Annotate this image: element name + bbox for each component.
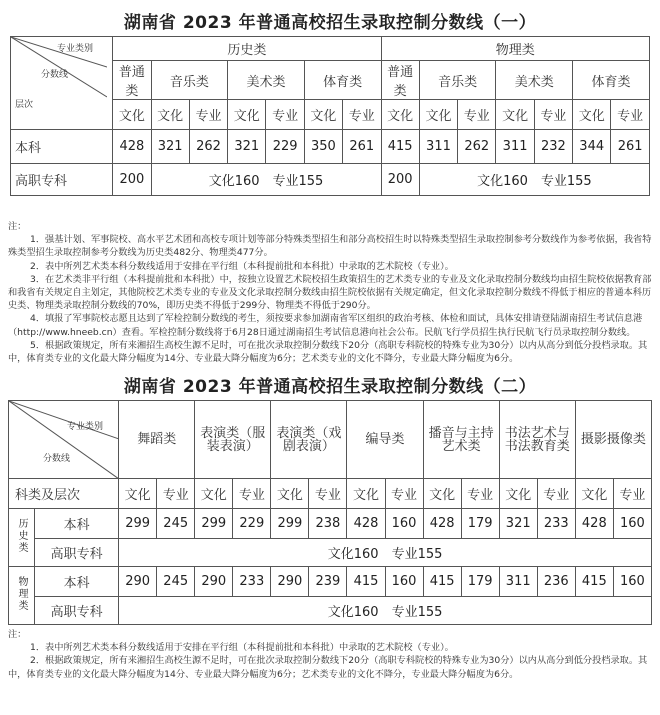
table2-corner-mid: 分数线 (43, 454, 71, 464)
table2-category: 编导类 (347, 401, 423, 479)
table1-subject: 普通类 (381, 61, 419, 100)
note-item: 5．根据政策规定，所有来湘招生高校生源不足时，可在批次录取控制分数线下20分（高职专科院校的特殊专业为30分）以内从高分到低分投档录取。其中，体育类专业的文化最大降分幅度为14分、专业最大降分幅度为6分；艺术类专业的文化不降分，专业最大降分幅度为6分。 (8, 339, 648, 365)
table2-category: 表演类（服装表演） (195, 401, 271, 479)
section-label-history (9, 509, 35, 567)
merged-score-cell: 文化160 专业155 (151, 164, 381, 196)
section-name: 历史类 (16, 517, 28, 554)
score-cell: 290 (119, 567, 157, 597)
score-cell: 290 (195, 567, 233, 597)
table2-category: 书法艺术与书法教育类 (499, 401, 575, 479)
table2-category: 摄影摄像类 (575, 401, 651, 479)
table2-zhuanye: 专业 (613, 479, 651, 509)
score-cell: 415 (381, 130, 419, 164)
score-cell: 428 (113, 130, 151, 164)
table2-corner-cell (9, 401, 119, 479)
table1-wenhua: 文化 (573, 100, 611, 130)
table1-wenhua: 文化 (113, 100, 151, 130)
table2-wenhua: 文化 (195, 479, 233, 509)
note-item: 2．表中所列艺术类本科分数线适用于安排在平行组（本科提前批和本科批）中录取的艺术院校（专业）。 (30, 260, 454, 272)
table2-zhuanye: 专业 (385, 479, 423, 509)
score-cell: 261 (611, 130, 650, 164)
section-label-physics (9, 567, 35, 625)
score-cell: 299 (119, 509, 157, 539)
note-item: 3．在艺术类非平行组（本科提前批和本科批）中，按独立设置艺术院校招生政策招生的艺术类专业的专业及文化录取控制分数线均由招生院校依据教育部和我省有关规定自主划定，其他院校艺术类专业的专业及文化录取控制分数线由招生院校依据有关规定确定，但文化录取控制分数线不得低于相应的普通本科历史类、物理类录取控制分数线的70%，即历史类不得低于299分、物理类不得低于290分。 (8, 273, 652, 312)
score-cell: 245 (157, 509, 195, 539)
table1-corner-mid: 分数线 (41, 70, 69, 80)
note-item: 4．填报了军事院校志愿且达到了军检控制分数线的考生，须按要求参加湖南省军区组织的政治考核、体检和面试，具体安排请登陆湖南招生考试信息港（http://www.hneeb.cn）查看。军检控制分数线将于6月28日通过湖南招生考试信息港向社会公布。民航飞行学员招生执行民航飞行员录取控制分数线。 (8, 313, 643, 338)
score-cell: 229 (233, 509, 271, 539)
score-cell: 415 (575, 567, 613, 597)
table1-zhuanye: 专业 (534, 100, 572, 130)
score-cell: 233 (233, 567, 271, 597)
table1-wenhua: 文化 (381, 100, 419, 130)
table2-zhuanye: 专业 (157, 479, 195, 509)
note-item: 1．表中所列艺术类本科分数线适用于安排在平行组（本科提前批和本科批）中录取的艺术院校（专业）。 (30, 642, 454, 654)
score-cell: 179 (461, 567, 499, 597)
score-cell: 200 (113, 164, 151, 196)
score-cell: 299 (195, 509, 233, 539)
table2-row-history-benke (9, 509, 652, 539)
row-label: 高职专科 (35, 597, 119, 625)
score-cell: 350 (304, 130, 342, 164)
table1-title: 湖南省 2023 年普通高校招生录取控制分数线（一） (123, 13, 537, 33)
merged-score-cell: 文化160 专业155 (119, 539, 652, 567)
section-name: 物理类 (16, 575, 28, 612)
table1-group-history: 历史类 (113, 37, 381, 61)
table1-subject: 音乐类 (151, 61, 228, 100)
table1-corner-cell (11, 37, 113, 130)
score-cell: 160 (385, 567, 423, 597)
table2-row-physics-zhuanke (9, 597, 652, 625)
table2-wenhua: 文化 (499, 479, 537, 509)
table1-subject: 普通类 (113, 61, 151, 100)
table2-zhuanye: 专业 (233, 479, 271, 509)
row-label: 本科 (35, 509, 119, 539)
score-cell: 311 (419, 130, 457, 164)
table2-row-physics-benke (9, 567, 652, 597)
table2-wenhua: 文化 (575, 479, 613, 509)
notes-heading: 注： (8, 629, 27, 640)
score-cell: 415 (423, 567, 461, 597)
table2-category: 表演类（戏剧表演） (271, 401, 347, 479)
score-cell: 415 (347, 567, 385, 597)
score-cell: 232 (534, 130, 572, 164)
table1-wenhua: 文化 (151, 100, 189, 130)
notes-1 (8, 220, 652, 365)
table1-subject: 体育类 (304, 61, 381, 100)
table1-subject: 音乐类 (419, 61, 496, 100)
score-cell: 262 (189, 130, 227, 164)
table1-zhuanye: 专业 (611, 100, 650, 130)
score-cell: 321 (499, 509, 537, 539)
table1-wenhua: 文化 (228, 100, 266, 130)
table2-wenhua: 文化 (423, 479, 461, 509)
score-cell: 321 (228, 130, 266, 164)
score-cell: 311 (499, 567, 537, 597)
score-cell: 233 (537, 509, 575, 539)
table1-corner-bottom: 层次 (15, 100, 34, 110)
score-cell: 311 (496, 130, 534, 164)
score-cell: 160 (385, 509, 423, 539)
merged-score-cell: 文化160 专业155 (419, 164, 649, 196)
table1-wenhua: 文化 (419, 100, 457, 130)
table1-zhuanye: 专业 (189, 100, 227, 130)
table2-zhuanye: 专业 (537, 479, 575, 509)
table1-zhuanye: 专业 (343, 100, 381, 130)
note-item: 2．根据政策规定，所有来湘招生高校生源不足时，可在批次录取控制分数线下20分（高职专科院校的特殊专业为30分）以内从高分到低分投档录取。其中，体育类专业的文化最大降分幅度为14分、专业最大降分幅度为6分；艺术类专业的文化不降分，专业最大降分幅度为6分。 (8, 655, 648, 680)
score-cell: 261 (343, 130, 381, 164)
score-cell: 236 (537, 567, 575, 597)
score-cell: 290 (271, 567, 309, 597)
score-table-2 (8, 400, 652, 625)
table2-corner-bottom: 科类及层次 (9, 479, 119, 509)
row-label: 本科 (35, 567, 119, 597)
table2-row-history-zhuanke (9, 539, 652, 567)
table2-wenhua: 文化 (119, 479, 157, 509)
score-cell: 299 (271, 509, 309, 539)
score-cell: 160 (613, 509, 651, 539)
table1-subject: 体育类 (573, 61, 650, 100)
table1-subject: 美术类 (228, 61, 305, 100)
table1-group-physics: 物理类 (381, 37, 650, 61)
table1-row-benke (11, 130, 650, 164)
table2-zhuanye: 专业 (309, 479, 347, 509)
score-cell: 179 (461, 509, 499, 539)
table2-title: 湖南省 2023 年普通高校招生录取控制分数线（二） (123, 377, 537, 397)
table2-corner-top: 专业类别 (67, 422, 104, 432)
row-label: 高职专科 (35, 539, 119, 567)
score-cell: 238 (309, 509, 347, 539)
score-cell: 428 (575, 509, 613, 539)
table2-category: 播音与主持艺术类 (423, 401, 499, 479)
score-table-1 (10, 36, 650, 196)
table2-zhuanye: 专业 (461, 479, 499, 509)
notes-2 (8, 628, 652, 681)
score-cell: 344 (573, 130, 611, 164)
score-cell: 428 (347, 509, 385, 539)
merged-score-cell: 文化160 专业155 (119, 597, 652, 625)
note-item: 1．强基计划、军事院校、高水平艺术团和高校专项计划等部分特殊类型招生和部分高校招生时以特殊类型招生录取控制参考分数线作为参考依据，我省特殊类型招生录取控制参考分数线为历史类482分、物理类477分。 (8, 234, 652, 259)
table1-zhuanye: 专业 (266, 100, 304, 130)
row-label: 高职专科 (11, 164, 113, 196)
table2-category: 舞蹈类 (119, 401, 195, 479)
score-cell: 262 (458, 130, 496, 164)
notes-heading: 注： (8, 221, 27, 232)
table1-zhuanye: 专业 (458, 100, 496, 130)
table1-corner-top: 专业类别 (57, 44, 94, 54)
table2-wenhua: 文化 (271, 479, 309, 509)
table1-subject: 美术类 (496, 61, 573, 100)
score-cell: 229 (266, 130, 304, 164)
table2-wenhua: 文化 (347, 479, 385, 509)
score-cell: 200 (381, 164, 419, 196)
score-cell: 321 (151, 130, 189, 164)
score-cell: 160 (613, 567, 651, 597)
score-cell: 239 (309, 567, 347, 597)
score-cell: 428 (423, 509, 461, 539)
row-label: 本科 (11, 130, 113, 164)
table1-wenhua: 文化 (496, 100, 534, 130)
table1-row-zhuanke (11, 164, 650, 196)
table2-diagonal-lines (9, 401, 119, 479)
table1-wenhua: 文化 (304, 100, 342, 130)
score-cell: 245 (157, 567, 195, 597)
